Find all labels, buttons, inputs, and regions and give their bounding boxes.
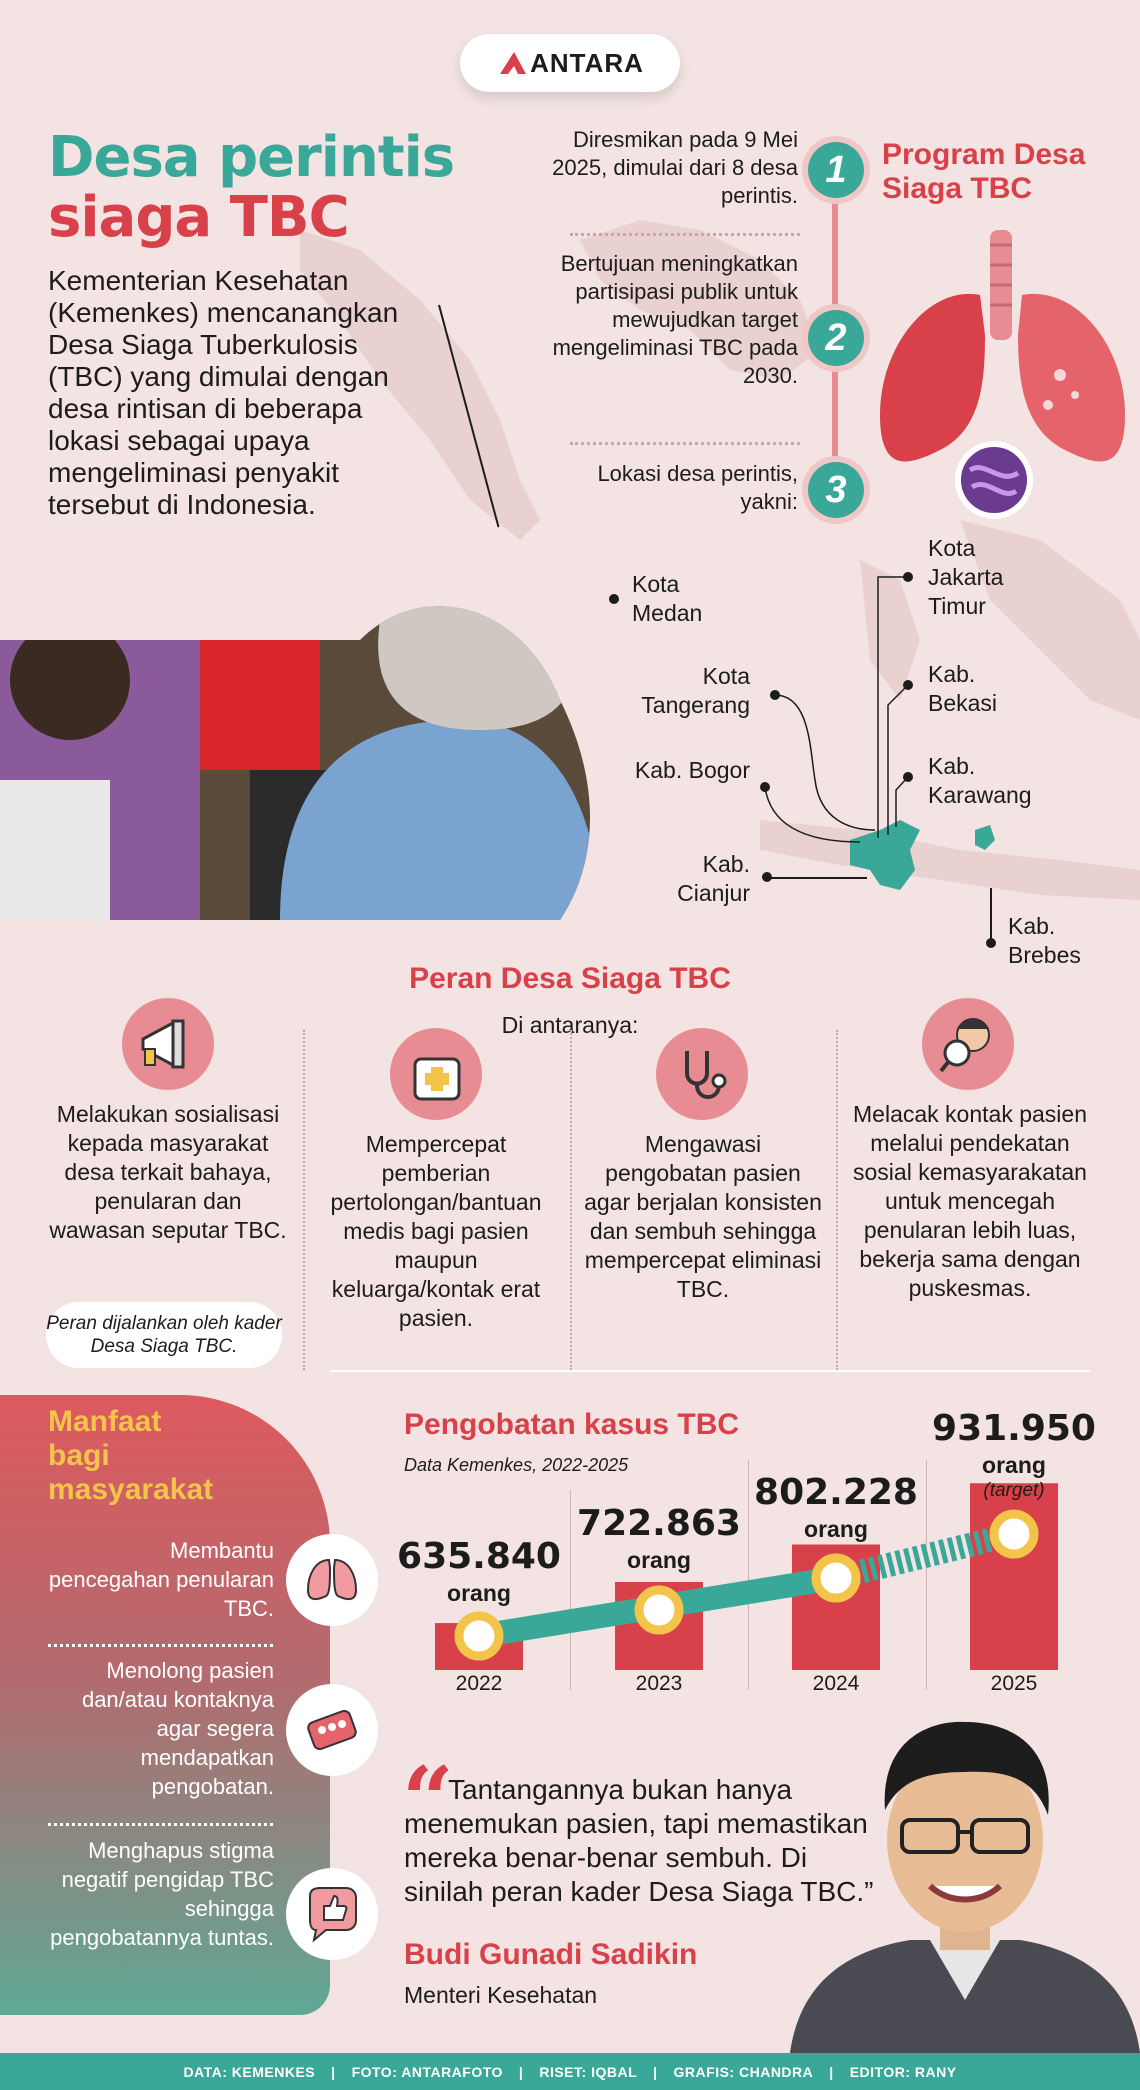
title-line-1: Desa perintis: [48, 125, 455, 190]
location-kota-jakarta-timur: Kota Jakarta Timur: [928, 535, 1004, 619]
page-title: [48, 125, 455, 250]
chart-title: Pengobatan kasus TBC: [404, 1408, 740, 1441]
program-step-2-text: Bertujuan meningkatkan partisipasi publik untuk mewujudkan target mengeliminasi TBC pada 2030.: [552, 251, 798, 388]
chart-value-label-2024: 802.228: [754, 1472, 918, 1513]
kader-photo: [0, 520, 620, 940]
thumbs-up-icon: [286, 1868, 378, 1960]
chart-year-label-2022: 2022: [455, 1672, 503, 1695]
program-step-1-number: 1: [808, 142, 864, 198]
chart-value-label-2023: 722.863: [577, 1503, 741, 1544]
credit-grafis: GRAFIS: CHANDRA: [673, 2063, 814, 2080]
divider: [570, 442, 800, 445]
connector-brebes: [990, 888, 992, 940]
manfaat-item-2: Menolong pasien dan/atau kontaknya agar segera mendapatkan pengobatan.: [81, 1658, 274, 1799]
location-kab-bogor: Kab. Bogor: [634, 757, 750, 783]
program-step-2-number: 2: [808, 310, 864, 366]
minister-portrait: [790, 1700, 1140, 2053]
footer-credits: DATA: KEMENKES | FOTO: ANTARAFOTO | RISET: IQBAL | GRAFIS: CHANDRA | EDITOR: RANY: [0, 2053, 1140, 2090]
chart-year-label-2023: 2023: [635, 1672, 683, 1695]
chart-year-label-2024: 2024: [812, 1672, 860, 1695]
chart-point-2025: [994, 1514, 1034, 1554]
credit-foto: FOTO: ANTARAFOTO: [351, 2063, 503, 2080]
program-title: Program Desa Siaga TBC: [882, 138, 1086, 205]
roles-title: Peran Desa Siaga TBC: [409, 962, 731, 995]
manfaat-item-1: Membantu pencegahan penularan TBC.: [48, 1538, 274, 1621]
credit-editor: EDITOR: RANY: [849, 2063, 957, 2080]
role-item-3: Mengawasi pengobatan pasien agar berjalan konsisten dan sembuh sehingga mempercepat eliminasi TBC.: [584, 1131, 822, 1302]
antara-logo-icon: [496, 48, 530, 78]
chart-point-2024: [816, 1558, 856, 1598]
location-kota-medan: Kota Medan: [632, 571, 703, 626]
quote-role: Menteri Kesehatan: [404, 1982, 598, 2008]
manfaat-item-3: Menghapus stigma negatif pengidap TBC sehingga pengobatannya tuntas.: [50, 1838, 274, 1950]
chart-unit-label-2024: orang: [804, 1516, 868, 1542]
divider: [48, 1823, 273, 1826]
first-aid-icon: [390, 1028, 482, 1120]
antara-logo: [460, 34, 680, 92]
lungs-icon: [286, 1534, 378, 1626]
quote-name: Budi Gunadi Sadikin: [404, 1938, 698, 1971]
role-item-4: Melacak kontak pasien melalui pendekatan sosial kemasyarakatan untuk mencegah penularan lebih luas, bekerja sama dengan puskesmas.: [853, 1101, 1087, 1301]
location-kota-tangerang: Kota Tangerang: [641, 663, 750, 718]
pin-medan: [609, 594, 619, 604]
manfaat-title: Manfaat bagi masyarakat: [48, 1405, 214, 1506]
roles-note: Peran dijalankan oleh kader Desa Siaga TBC.: [46, 1302, 282, 1368]
quote-body: Tantangannya bukan hanya menemukan pasien, tapi memastikan mereka benar-benar sembuh. Di sinilah peran kader Desa Siaga TBC.”: [404, 1774, 874, 1907]
location-kab-cianjur: Kab. Cianjur: [677, 851, 750, 906]
program-step-3-number: 3: [808, 462, 864, 518]
divider: [303, 1030, 307, 1370]
divider: [330, 1370, 1090, 1372]
divider: [48, 1644, 273, 1647]
stethoscope-icon: [656, 1028, 748, 1120]
chart-value-label-2025: 931.950: [932, 1408, 1096, 1449]
pills-icon: [286, 1684, 378, 1776]
connector-karawang: [890, 772, 920, 832]
lungs-illustration: [870, 225, 1140, 525]
chart-point-2022: [459, 1616, 499, 1656]
chart-value-label-2022: 635.840: [397, 1536, 561, 1577]
chart-subtitle: Data Kemenkes, 2022-2025: [404, 1455, 629, 1475]
roles-subtitle: Di antaranya:: [501, 1012, 639, 1038]
location-kab-brebes: Kab. Brebes: [1008, 913, 1081, 968]
megaphone-icon: [122, 998, 214, 1090]
chart-annotation-2025: (target): [983, 1480, 1045, 1501]
logo-text: ANTARA: [530, 47, 644, 78]
credit-riset: RISET: IQBAL: [539, 2063, 638, 2080]
role-item-2: Mempercepat pemberian pertolongan/bantuan medis bagi pasien maupun keluarga/kontak erat pasien.: [330, 1131, 542, 1331]
program-step-1-text: Diresmikan pada 9 Mei 2025, dimulai dari 8 desa perintis.: [552, 127, 798, 208]
chart-unit-label-2023: orang: [627, 1547, 691, 1573]
location-kab-bekasi: Kab. Bekasi: [928, 661, 998, 716]
chart-year-label-2025: 2025: [990, 1672, 1038, 1695]
role-item-1: Melakukan sosialisasi kepada masyarakat desa terkait bahaya, penularan dan wawasan seputar TBC.: [49, 1101, 287, 1243]
connector-bogor: [760, 782, 870, 852]
chart-unit-label-2025: orang: [982, 1452, 1046, 1478]
program-step-3-text: Lokasi desa perintis, yakni:: [597, 461, 798, 514]
intro-text: Kementerian Kesehatan (Kemenkes) mencanangkan Desa Siaga Tuberkulosis (TBC) yang dimulai dengan desa rintisan di beberapa lokasi sebagai upaya mengeliminasi penyakit tersebut di Indonesia.: [48, 265, 399, 520]
title-line-2: siaga TBC: [48, 185, 349, 250]
divider: [836, 1030, 840, 1370]
divider: [570, 1030, 574, 1370]
chart-unit-label-2022: orang: [447, 1580, 511, 1606]
credit-data: DATA: KEMENKES: [183, 2063, 316, 2080]
location-kab-karawang: Kab. Karawang: [928, 753, 1032, 808]
investigator-icon: [922, 998, 1014, 1090]
connector-cianjur: [767, 877, 867, 879]
quote-mark: “: [402, 1747, 454, 1853]
divider: [570, 233, 800, 236]
chart-point-2023: [639, 1590, 679, 1630]
